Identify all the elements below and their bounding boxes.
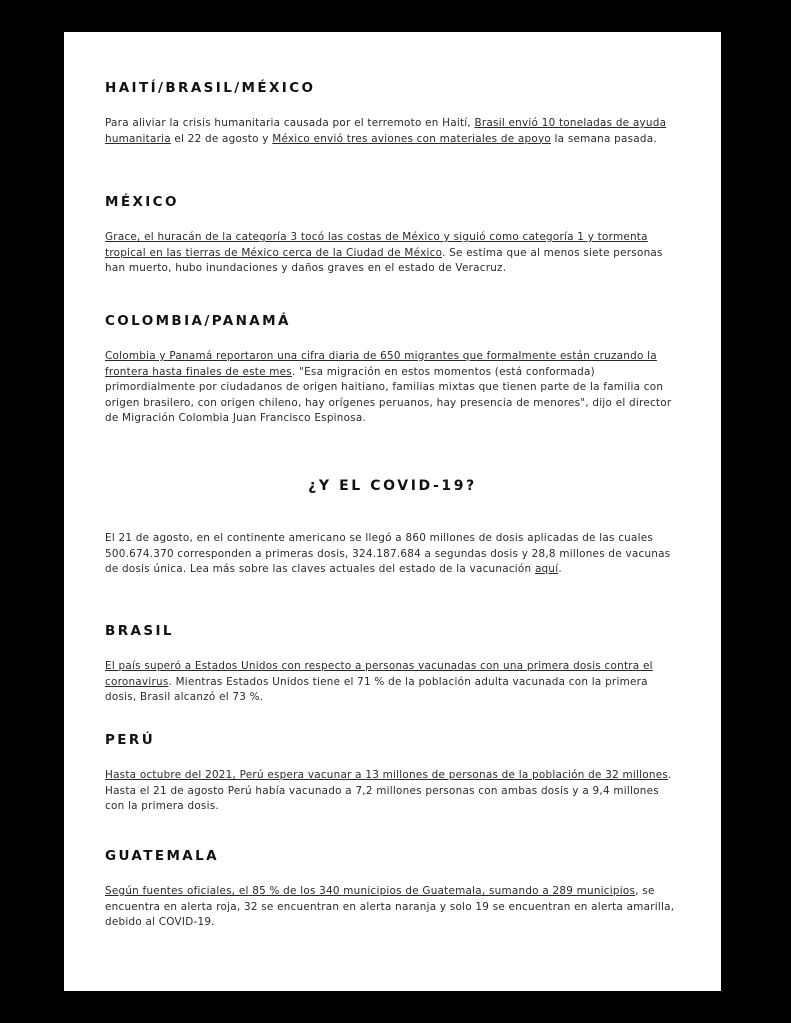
link-mexico-aviones[interactable]: México envió tres aviones con materiales de apoyo — [272, 132, 551, 145]
text-run: el 22 de agosto y — [170, 132, 273, 145]
heading-haiti-brasil-mexico: HAITÍ/BRASIL/MÉXICO — [105, 80, 316, 96]
text-run: . — [558, 563, 562, 575]
text-run: la semana pasada. — [550, 132, 657, 145]
heading-mexico: MÉXICO — [105, 194, 179, 210]
paragraph-brasil — [105, 659, 681, 706]
text-run: . Mientras Estados Unidos tiene el 71 % de la población adulta vacunada con la primera dosis, Brasil alcanzó el 73 %. — [105, 675, 648, 703]
link-brasil-vacunas[interactable]: El país superó a Estados Unidos con respecto a personas vacunadas con una primera dosis contra el coronavirus — [105, 660, 653, 688]
link-migrantes[interactable]: Colombia y Panamá reportaron una cifra diaria de 650 migrantes que formalmente están cruzando la frontera hasta finales de este mes — [105, 350, 657, 378]
text-run: . "Esa migración en estos momentos (está conformada) primordialmente por ciudadanos de origen haitiano, familias mixtas que tienen parte de la familia con origen brasilero, con origen chileno, hay orígenes peruanos, hay presencia de menores", dijo el director de Migración Colombia Juan Francisco Espinosa. — [105, 365, 672, 424]
link-brasil-ayuda[interactable]: Brasil envió 10 toneladas de ayuda humanitaria — [105, 117, 667, 145]
paragraph-colombia-panama — [105, 349, 681, 427]
text-run: . Hasta el 21 de agosto Perú había vacunado a 7,2 millones personas con ambas dosis y a 9,4 millones con la primera dosis. — [105, 769, 672, 812]
paragraph-peru — [105, 768, 681, 815]
text-run: , se encuentra en alerta roja, 32 se encuentran en alerta naranja y solo 19 se encuentran en alerta amarilla, debido al COVID-19. — [105, 885, 675, 928]
paragraph-covid — [105, 531, 681, 578]
link-huracan-grace[interactable]: Grace, el huracán de la categoría 3 tocó las costas de México y siguió como categoría 1 y tormenta tropical en las tierras de México cerca de la Ciudad de México — [105, 231, 648, 259]
heading-peru: PERÚ — [105, 732, 156, 748]
heading-covid: ¿Y EL COVID-19? — [308, 478, 477, 494]
document-page — [64, 32, 721, 991]
text-run: Para aliviar la crisis humanitaria causada por el terremoto en Haití, — [105, 117, 475, 129]
link-guatemala-municipios[interactable]: Según fuentes oficiales, el 85 % de los 340 municipios de Guatemala, sumando a 289 municipios — [105, 885, 636, 897]
paragraph-guatemala — [105, 884, 681, 931]
heading-brasil: BRASIL — [105, 623, 174, 639]
link-peru-vacunas[interactable]: Hasta octubre del 2021, Perú espera vacunar a 13 millones de personas de la población de 32 millones — [105, 769, 669, 781]
heading-colombia-panama: COLOMBIA/PANAMÁ — [105, 313, 291, 329]
link-aqui[interactable]: aquí — [534, 563, 559, 575]
text-run: El 21 de agosto, en el continente americano se llegó a 860 millones de dosis aplicadas de las cuales 500.674.370 corresponden a primeras dosis, 324.187.684 a segundas dosis y 28,8 millones de vacunas de dosis única. Lea más sobre las claves actuales del estado de la vacunación — [105, 532, 671, 575]
paragraph-mexico — [105, 230, 681, 277]
heading-guatemala: GUATEMALA — [105, 848, 219, 864]
text-run: . Se estima que al menos siete personas han muerto, hubo inundaciones y daños graves en el estado de Veracruz. — [105, 246, 663, 274]
paragraph-haiti-brasil-mexico — [105, 116, 681, 147]
